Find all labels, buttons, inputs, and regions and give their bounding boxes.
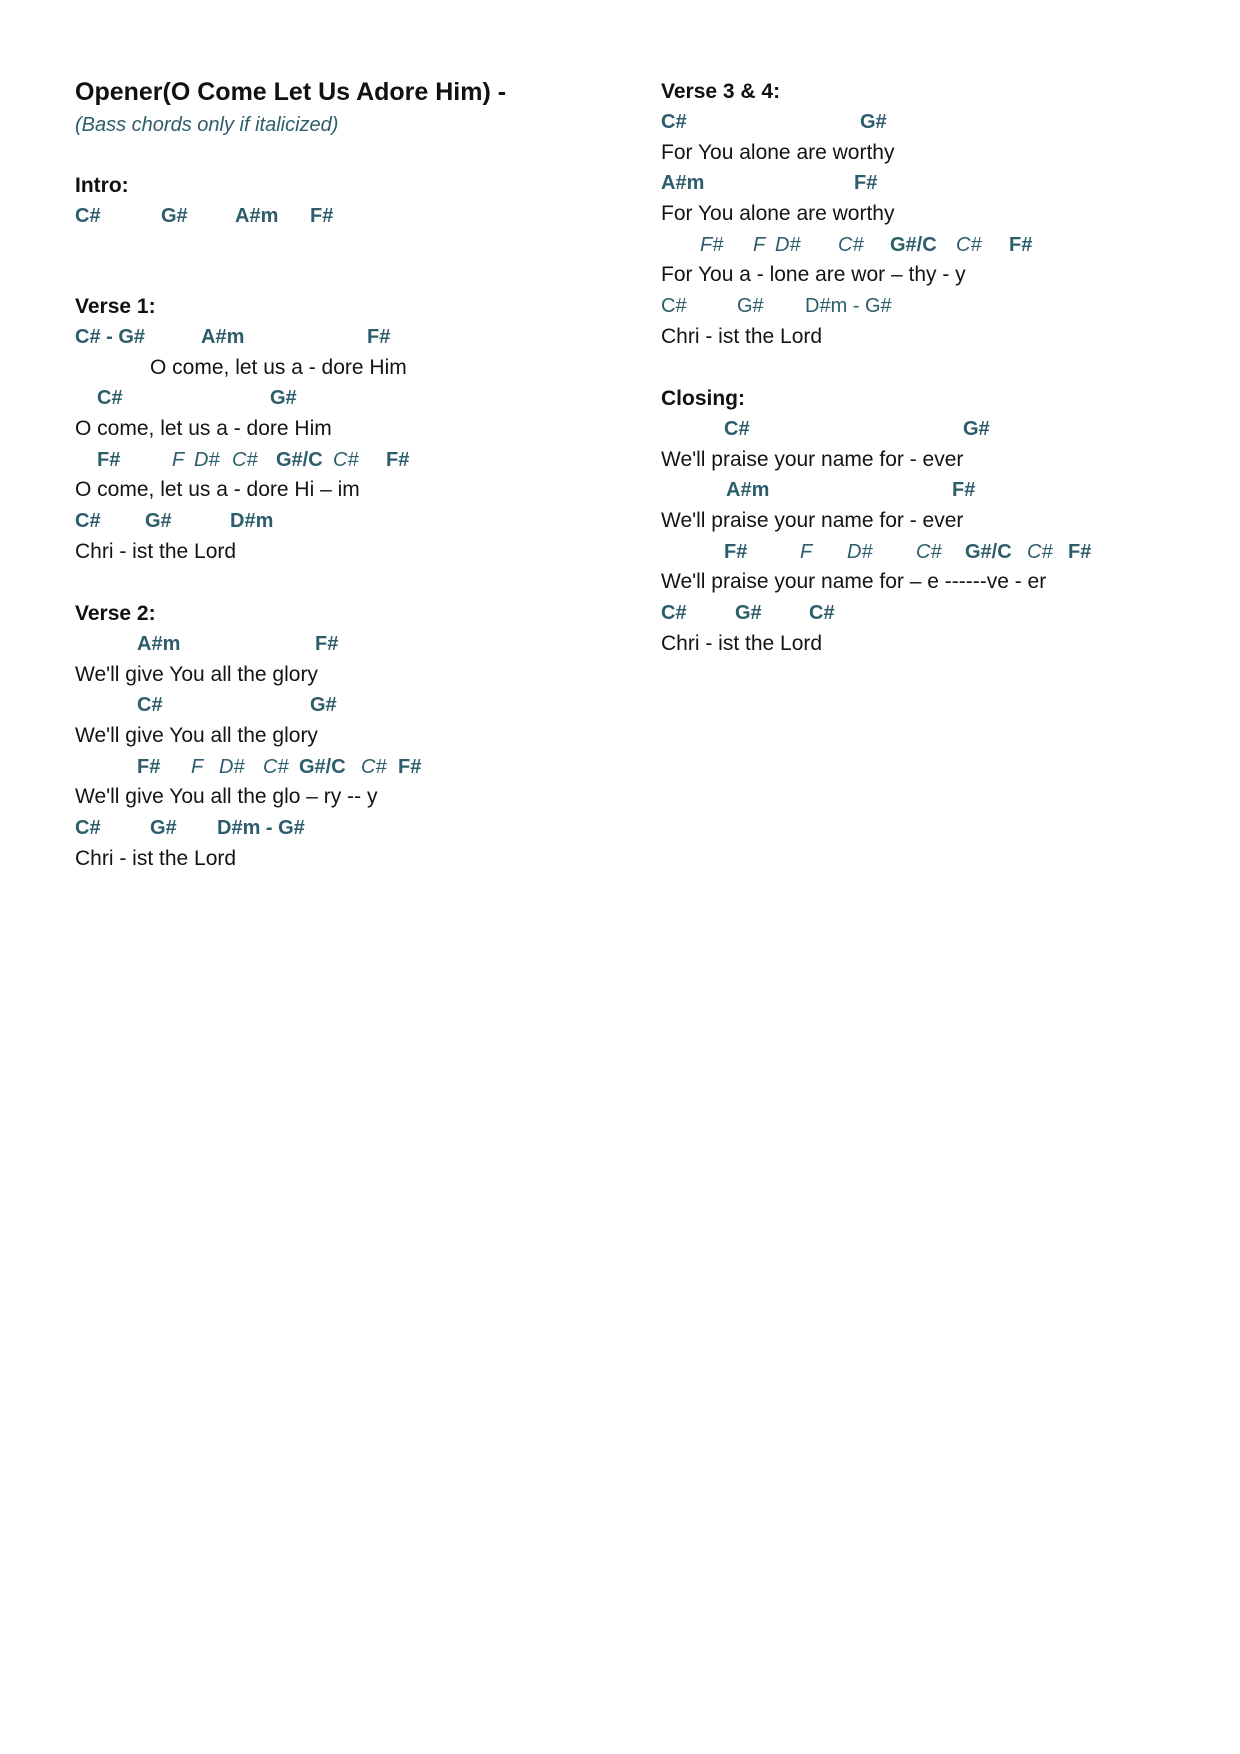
chord: F# <box>952 479 976 502</box>
lyric-line <box>75 537 615 568</box>
chord: F# <box>1068 540 1092 563</box>
lyric-line <box>661 260 1221 291</box>
section-intro <box>75 170 615 232</box>
chord: D# <box>775 233 801 256</box>
song-title: Opener(O Come Let Us Adore Him) - <box>75 78 507 106</box>
chord: C# <box>1027 540 1053 563</box>
lyric-line <box>661 445 1221 476</box>
chord-line <box>75 322 615 353</box>
chord: G#/C <box>276 448 323 471</box>
chord-line <box>75 506 615 537</box>
chord: F# <box>398 755 422 778</box>
chord: C# <box>724 418 750 440</box>
chord: D#m <box>230 510 274 533</box>
chord: F <box>172 448 185 471</box>
lyric-text: Chri - ist the Lord <box>75 846 237 870</box>
lyric-line <box>661 629 1221 660</box>
lyric-line <box>661 138 1221 169</box>
chord: C# <box>75 817 101 840</box>
chord: G# <box>310 694 337 717</box>
lyric-line <box>661 199 1221 230</box>
lyric-text: Chri - ist the Lord <box>75 539 237 563</box>
chord-line <box>75 813 615 844</box>
chord: F# <box>315 633 339 655</box>
chord: C# <box>97 387 123 410</box>
lyric-text: O come, let us a - dore Hi – im <box>75 478 360 502</box>
chord: D# <box>847 540 873 563</box>
chord: G#/C <box>299 755 346 778</box>
chord: C# <box>361 755 387 778</box>
section-heading-verse-1: Verse 1: <box>75 295 156 318</box>
chord: C# <box>137 694 163 717</box>
lyric-line <box>661 322 1221 353</box>
chord: G# <box>963 418 990 440</box>
chord-line <box>75 201 615 232</box>
chord: F <box>191 755 204 778</box>
section-verse-2 <box>75 598 615 875</box>
chord: A#m <box>661 172 705 195</box>
chord-line <box>661 107 1221 138</box>
chord: G# <box>150 817 177 840</box>
chord: C# <box>916 540 942 563</box>
bass-chord-note: (Bass chords only if italicized) <box>75 114 339 136</box>
chord: A#m <box>201 326 245 348</box>
chord-line <box>661 475 1221 506</box>
chord: F# <box>700 233 724 256</box>
chord: A#m <box>726 479 770 502</box>
section-heading-verse-3-4: Verse 3 & 4: <box>661 80 781 103</box>
lyric-text: Chri - ist the Lord <box>661 324 823 348</box>
chord: F# <box>367 326 391 348</box>
chord: F# <box>724 540 748 563</box>
lyric-text: We'll give You all the glo – ry -- y <box>75 785 378 809</box>
chord: F# <box>310 205 334 227</box>
chord: G# <box>860 111 887 133</box>
section-closing <box>661 383 1221 660</box>
lyric-text: For You a - lone are wor – thy - y <box>661 263 966 287</box>
chord: C# <box>838 233 864 256</box>
lyric-text: We'll praise your name for - ever <box>661 509 964 533</box>
chord: C# <box>75 205 101 227</box>
chord: C# <box>661 295 687 318</box>
chord: D# <box>194 448 220 471</box>
lyric-line <box>75 721 615 752</box>
chord: A#m <box>137 633 181 655</box>
chord-line <box>75 752 615 783</box>
lyric-text: We'll give You all the glory <box>75 724 318 748</box>
chord-line <box>75 445 615 476</box>
chord: C# <box>333 448 359 471</box>
section-verse-1 <box>75 291 615 568</box>
section-heading-closing: Closing: <box>661 387 745 410</box>
chord-line <box>661 414 1221 445</box>
lyric-line <box>661 567 1221 598</box>
lyric-text: We'll give You all the glory <box>75 662 318 686</box>
chord: F# <box>1009 233 1033 256</box>
chord: D#m - G# <box>217 817 305 840</box>
lyric-line <box>75 353 615 384</box>
chord-line <box>661 291 1221 322</box>
chord-line <box>75 383 615 414</box>
lyric-line <box>75 782 615 813</box>
chord: G#/C <box>965 540 1012 563</box>
chord: A#m <box>235 205 279 227</box>
chord: C# <box>956 233 982 256</box>
chord: D# <box>219 755 245 778</box>
lyric-text: We'll praise your name for – e ------ve - er <box>661 570 1047 594</box>
chord-line <box>661 168 1221 199</box>
chord: C# <box>232 448 258 471</box>
lyric-text: We'll praise your name for - ever <box>661 447 964 471</box>
section-heading-intro: Intro: <box>75 174 129 197</box>
chord-line <box>661 537 1221 568</box>
chord: G# <box>270 387 297 410</box>
chord-line <box>75 629 615 660</box>
lyric-line <box>75 414 615 445</box>
chord: F# <box>386 448 410 471</box>
chord-line <box>75 690 615 721</box>
chord: C# <box>75 510 101 533</box>
chord: F# <box>97 448 121 471</box>
chord: G# <box>735 602 762 625</box>
chord: C# <box>661 111 687 133</box>
lyric-line <box>75 660 615 691</box>
chord: C# - G# <box>75 326 146 348</box>
chord: F <box>800 540 813 563</box>
chord: G# <box>737 295 764 318</box>
chord: F# <box>854 172 878 195</box>
lyric-text: For You alone are worthy <box>661 202 895 226</box>
chord: F# <box>137 755 161 778</box>
chord: F <box>753 233 766 256</box>
lyric-text: Chri - ist the Lord <box>661 631 823 655</box>
chord: D#m - G# <box>805 295 892 318</box>
chord-line <box>661 598 1221 629</box>
lyric-line <box>661 506 1221 537</box>
section-verse-3-4 <box>661 76 1221 353</box>
section-heading-verse-2: Verse 2: <box>75 602 156 625</box>
chord-line <box>661 230 1221 261</box>
chord: G# <box>161 205 188 227</box>
chord: C# <box>661 602 687 625</box>
lyric-text: For You alone are worthy <box>661 140 895 164</box>
lyric-line <box>75 844 615 875</box>
lyric-text: O come, let us a - dore Him <box>150 355 407 379</box>
chord: C# <box>809 602 835 625</box>
lyric-line <box>75 475 615 506</box>
chord: G#/C <box>890 233 937 256</box>
lyric-text: O come, let us a - dore Him <box>75 417 332 441</box>
chord: C# <box>263 755 289 778</box>
chord: G# <box>145 510 172 533</box>
